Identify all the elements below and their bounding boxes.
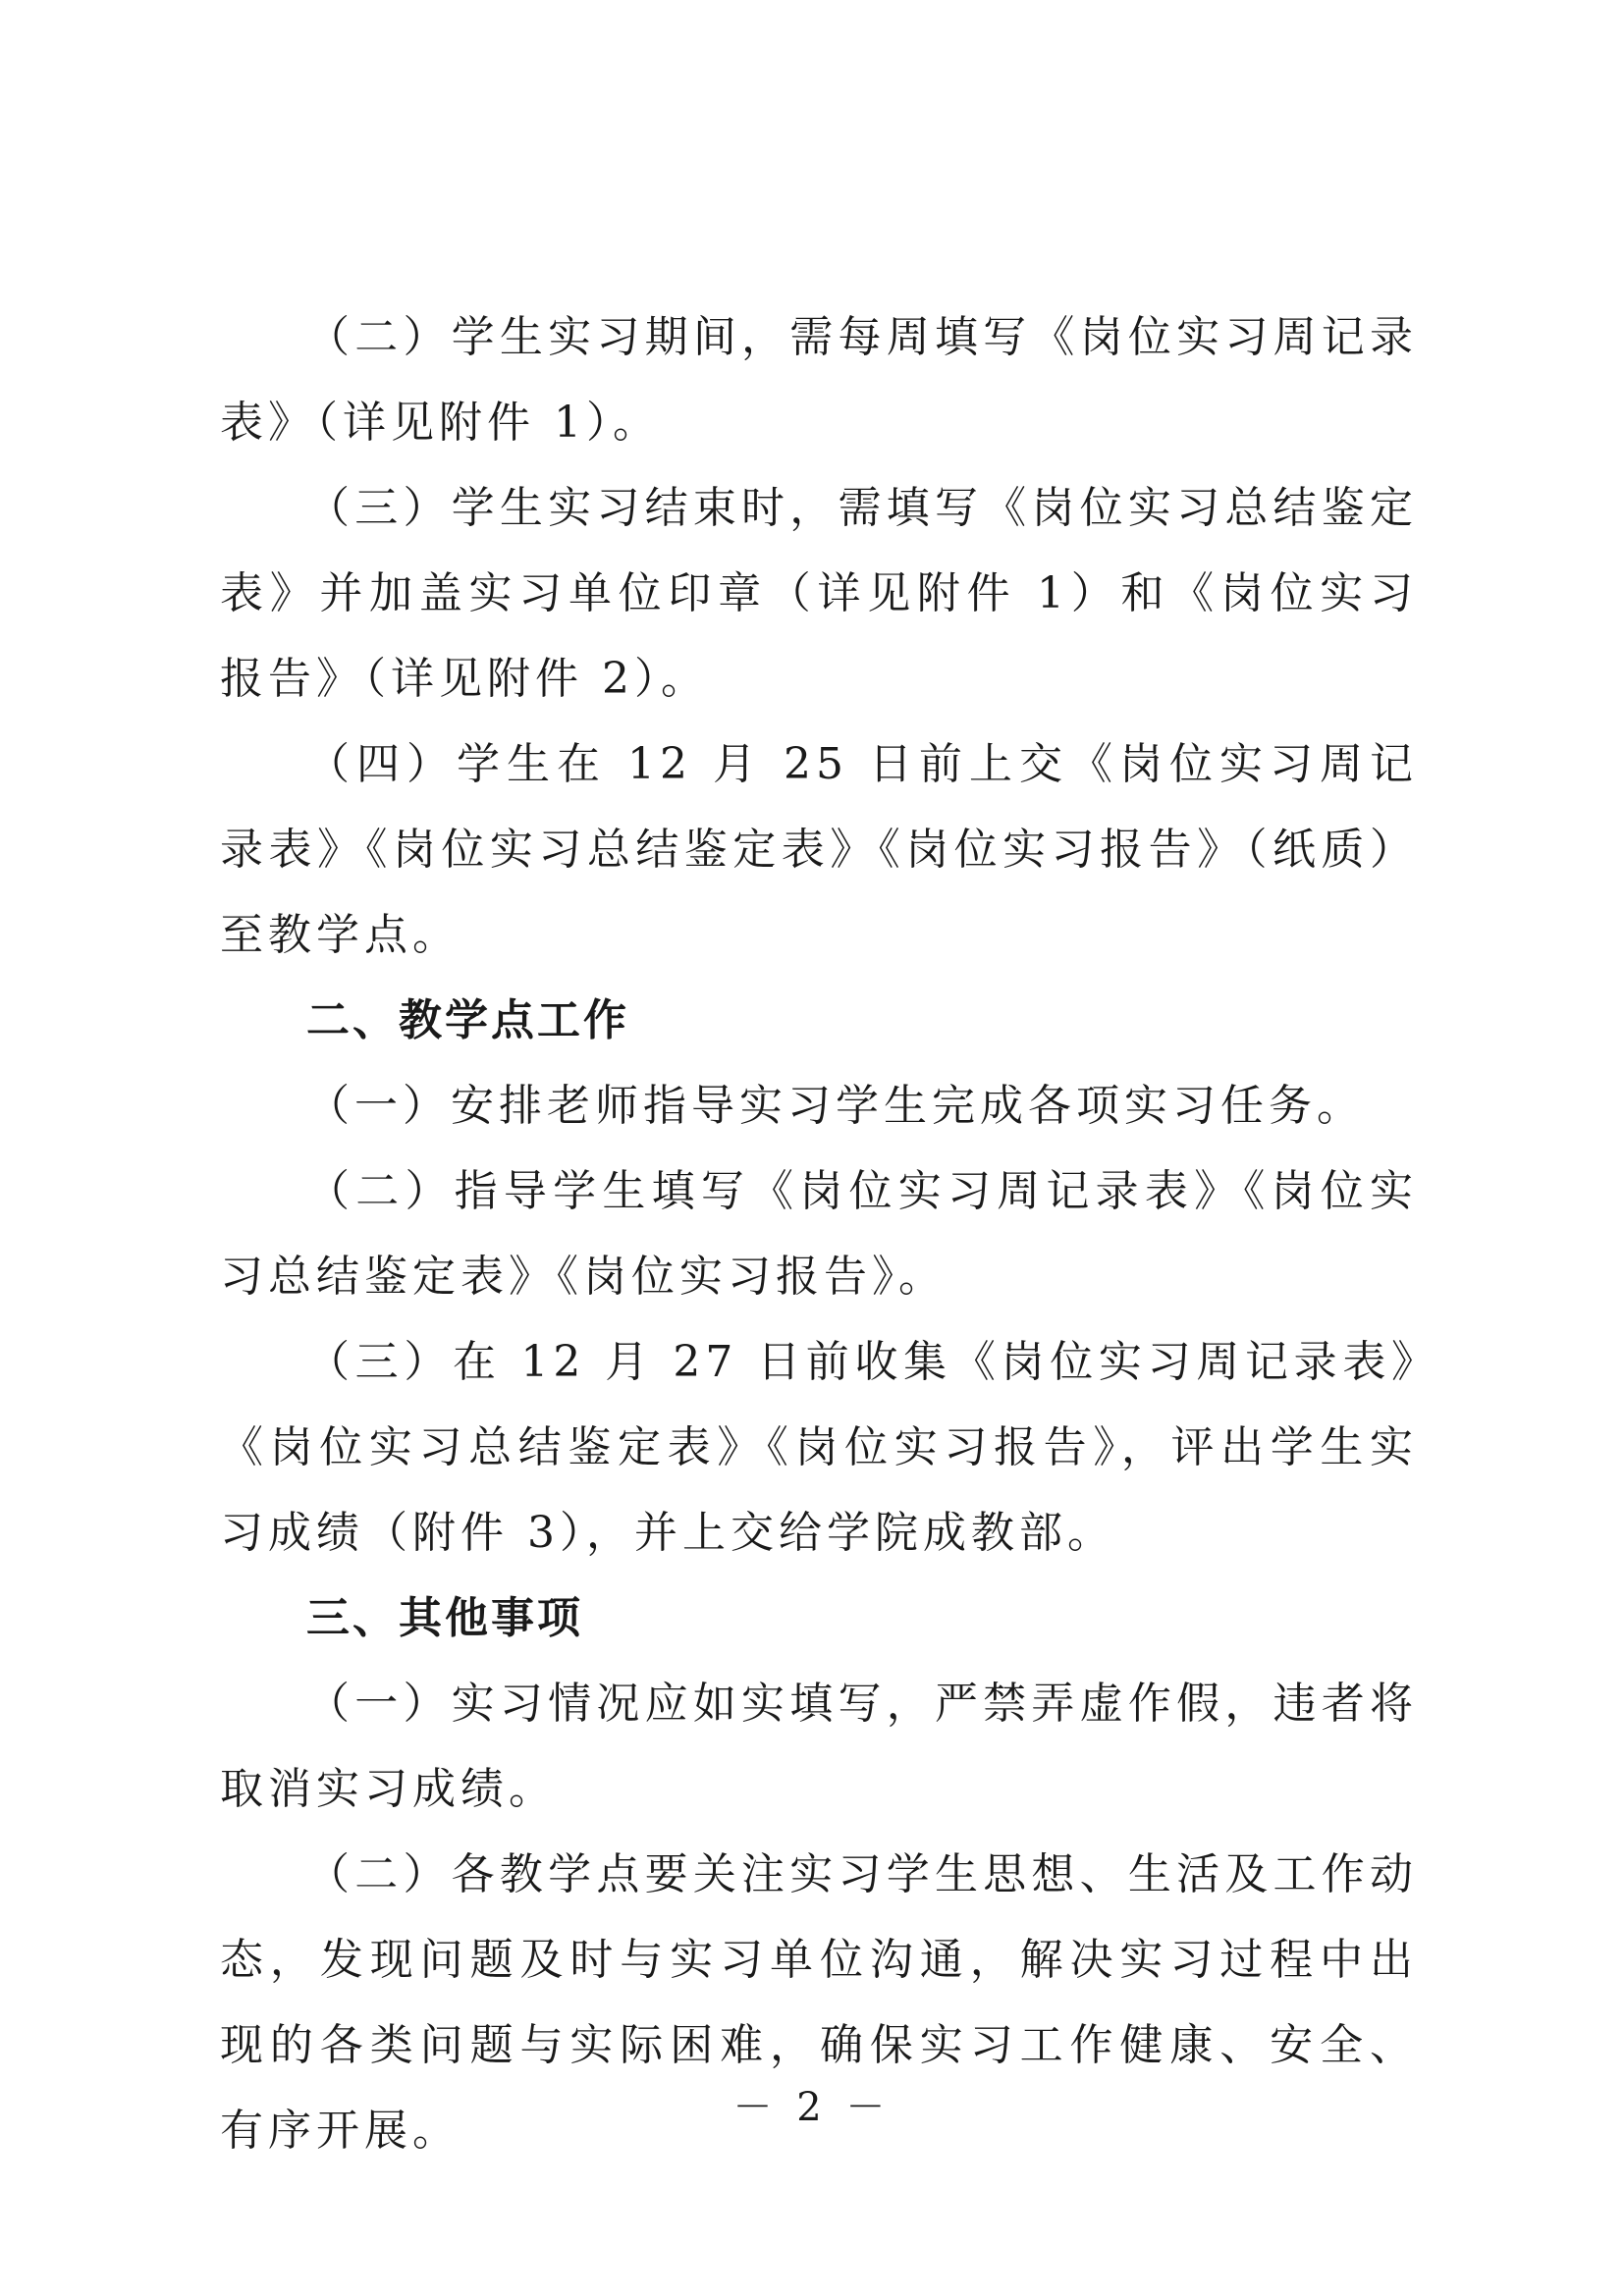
page-number: － 2 － — [732, 2085, 892, 2130]
section-heading-teaching-point: 二、教学点工作 — [306, 995, 629, 1045]
paragraph-guide-forms: （二）指导学生填写《岗位实习周记录表》《岗位实习总结鉴定表》《岗位实习报告》。 — [220, 1166, 1418, 1302]
section-heading-other-matters: 三、其他事项 — [306, 1593, 583, 1643]
paragraph-student-submission-deadline: （四）学生在 12 月 25 日前上交《岗位实习周记录表》《岗位实习总结鉴定表》《岗位实习报告》（纸质）至教学点。 — [220, 739, 1418, 960]
document-body — [220, 294, 1418, 2173]
paragraph-collect-and-grade: （三）在 12 月 27 日前收集《岗位实习周记录表》《岗位实习总结鉴定表》《岗位实习报告》，评出学生实习成绩（附件 3），并上交给学院成教部。 — [220, 1337, 1418, 1558]
paragraph-student-weekly-record: （二）学生实习期间，需每周填写《岗位实习周记录表》（详见附件 1）。 — [220, 312, 1418, 448]
paragraph-assign-teachers: （一）安排老师指导实习学生完成各项实习任务。 — [306, 1081, 1365, 1131]
paragraph-monitor-students: （二）各教学点要关注实习学生思想、生活及工作动态，发现问题及时与实习单位沟通，解决实习过程中出现的各类问题与实际困难，确保实习工作健康、安全、有序开展。 — [220, 1849, 1418, 2156]
paragraph-student-summary-report: （三）学生实习结束时，需填写《岗位实习总结鉴定表》并加盖实习单位印章（详见附件 1）和《岗位实习报告》（详见附件 2）。 — [220, 483, 1418, 704]
paragraph-honest-reporting: （一）实习情况应如实填写，严禁弄虚作假，违者将取消实习成绩。 — [220, 1679, 1418, 1814]
